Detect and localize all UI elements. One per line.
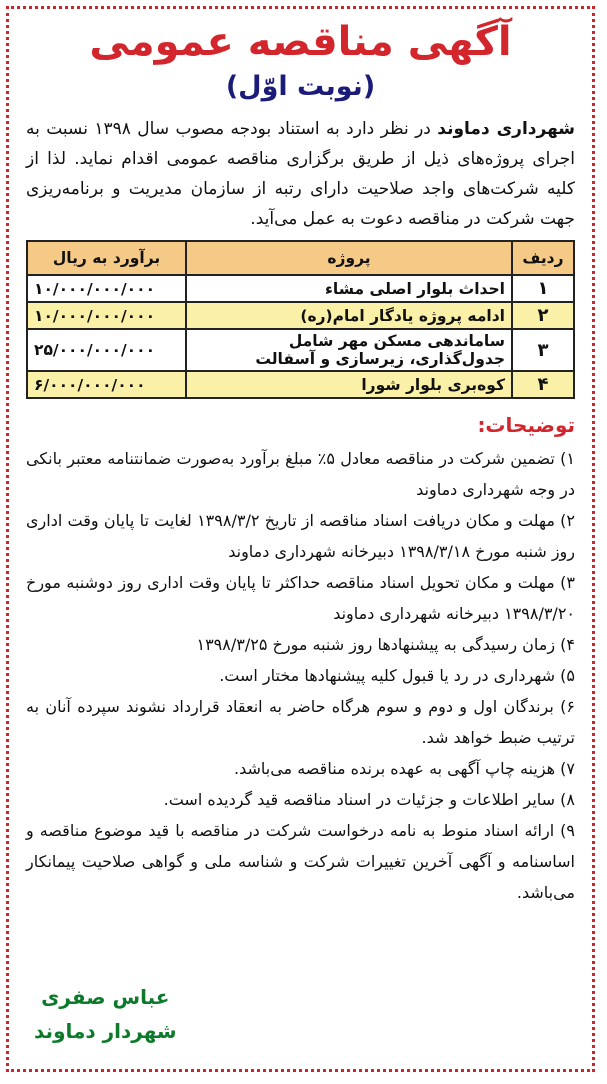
row-number: ۴: [512, 371, 574, 398]
signature-block: [34, 980, 177, 1048]
note-item: ۲) مهلت و مکان دریافت اسناد مناقصه از تاریخ ۱۳۹۸/۳/۲ لغایت تا پایان وقت اداری روز شنبه مورخ ۱۳۹۸/۳/۱۸ دبیرخانه شهرداری دماوند: [26, 511, 576, 561]
table-row: [27, 371, 574, 398]
intro-paragraph: [26, 114, 575, 234]
note-item: ۸) سایر اطلاعات و جزئیات در اسناد مناقصه قید گردیده است.: [163, 790, 575, 809]
notes-list: [26, 443, 575, 908]
note-item: ۹) ارائه اسناد منوط به نامه درخواست شرکت در مناقصه با قید موضوع مناقصه و اساسنامه و آگهی آخرین تغییرات شرکت و شناسه ملی و گواهی صلاحیت پیمانکار می‌باشد.: [26, 821, 575, 902]
notice-subtitle: (نوبت اوّل): [225, 71, 376, 102]
row-estimate: ۲۵/۰۰۰/۰۰۰/۰۰۰: [27, 329, 186, 371]
note-item: ۷) هزینه چاپ آگهی به عهده برنده مناقصه می‌باشد.: [234, 759, 575, 778]
row-project: ادامه پروژه یادگار امام(ره): [186, 302, 512, 329]
note-item: ۴) زمان رسیدگی به پیشنهادها روز شنبه مورخ ۱۳۹۸/۳/۲۵: [196, 635, 575, 654]
tender-notice: [12, 12, 589, 1066]
signer-role: شهردار دماوند: [34, 1019, 177, 1043]
notice-title: آگهی مناقصه عمومی: [89, 19, 512, 65]
row-number: ۱: [512, 275, 574, 302]
row-project: کوه‌بری بلوار شورا: [186, 371, 512, 398]
row-estimate: ۱۰/۰۰۰/۰۰۰/۰۰۰: [27, 275, 186, 302]
header-project: پروژه: [186, 241, 512, 275]
row-number: ۲: [512, 302, 574, 329]
header-row-number: ردیف: [512, 241, 574, 275]
note-item: ۱) تضمین شرکت در مناقصه معادل ۵٪ مبلغ برآورد به‌صورت ضمانتنامه معتبر بانکی در وجه شهرداری دماوند: [26, 449, 576, 499]
row-project: ساماندهی مسکن مهر شامل جدول‌گذاری، زیرسازی و آسفالت: [186, 329, 512, 371]
row-estimate: ۶/۰۰۰/۰۰۰/۰۰۰: [27, 371, 186, 398]
row-estimate: ۱۰/۰۰۰/۰۰۰/۰۰۰: [27, 302, 186, 329]
header-estimate: برآورد به ریال: [27, 241, 186, 275]
notes-heading: توضیحات:: [477, 413, 575, 437]
table-row: [27, 275, 574, 302]
table-header-row: [27, 241, 574, 275]
table-row: [27, 302, 574, 329]
note-item: ۶) برندگان اول و دوم و سوم هرگاه حاضر به انعقاد قرارداد نشوند سپرده آنان به ترتیب ضبط خواهد شد.: [26, 697, 575, 747]
row-number: ۳: [512, 329, 574, 371]
signer-name: عباس صفری: [41, 985, 170, 1009]
row-project: احداث بلوار اصلی مشاء: [186, 275, 512, 302]
organization-name: شهرداری دماوند: [437, 119, 576, 139]
intro-text: در نظر دارد به استناد بودجه مصوب سال ۱۳۹۸ نسبت به اجرای پروژه‌های ذیل از طریق برگزاری مناقصه عمومی اقدام نماید. لذا از کلیه شرکت‌های واجد صلاحیت دارای رتبه از سازمان مدیریت و برنامه‌ریزی جهت شرکت در مناقصه دعوت به عمل می‌آید.: [26, 119, 575, 229]
projects-table: [26, 240, 575, 399]
note-item: ۵) شهرداری در رد یا قبول کلیه پیشنهادها مختار است.: [219, 666, 575, 685]
note-item: ۳) مهلت و مکان تحویل اسناد مناقصه حداکثر تا پایان وقت اداری روز دوشنبه مورخ ۱۳۹۸/۳/۲۰ دبیرخانه شهرداری دماوند: [26, 573, 575, 623]
table-row: [27, 329, 574, 371]
